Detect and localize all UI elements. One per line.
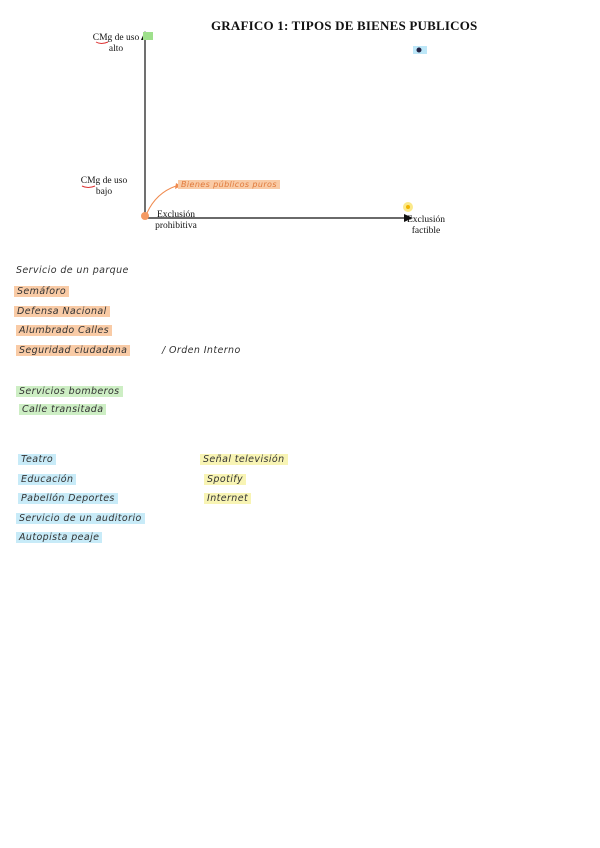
- marker-dark-point: [417, 48, 422, 53]
- y-axis-bottom-label: CMg de uso bajo: [80, 176, 128, 197]
- list-item-blue: Autopista peaje: [16, 532, 102, 543]
- list-item-orange: Defensa Nacional: [14, 306, 110, 317]
- list-item-plain: Servicio de un parque: [16, 265, 129, 276]
- marker-green: [143, 32, 153, 40]
- list-item-orange: Seguridad ciudadana: [16, 345, 130, 356]
- x-axis-left-label: Exclusión prohibitiva: [155, 210, 197, 231]
- list-item-green: Calle transitada: [19, 404, 106, 415]
- annotation-label: Bienes públicos puros: [178, 180, 280, 189]
- orange-note: / Orden Interno: [162, 345, 241, 356]
- list-item-yellow: Internet: [204, 493, 251, 504]
- list-item-blue: Servicio de un auditorio: [16, 513, 145, 524]
- annotation-arrow: [147, 186, 176, 213]
- list-item-blue: Pabellón Deportes: [18, 493, 118, 504]
- list-item-blue: Educación: [18, 474, 76, 485]
- x-axis-right-label: Exclusión factible: [407, 215, 445, 236]
- marker-origin: [141, 212, 149, 220]
- list-item-yellow: Señal televisión: [200, 454, 288, 465]
- y-axis-top-label: CMg de uso alto: [92, 33, 140, 54]
- list-item-orange: Alumbrado Calles: [16, 325, 112, 336]
- list-item-blue: Teatro: [18, 454, 56, 465]
- list-item-yellow: Spotify: [204, 474, 246, 485]
- marker-yellow-core: [406, 205, 410, 209]
- list-item-green: Servicios bomberos: [16, 386, 123, 397]
- list-item-orange: Semáforo: [14, 286, 69, 297]
- chart-title: GRAFICO 1: TIPOS DE BIENES PUBLICOS: [211, 18, 478, 33]
